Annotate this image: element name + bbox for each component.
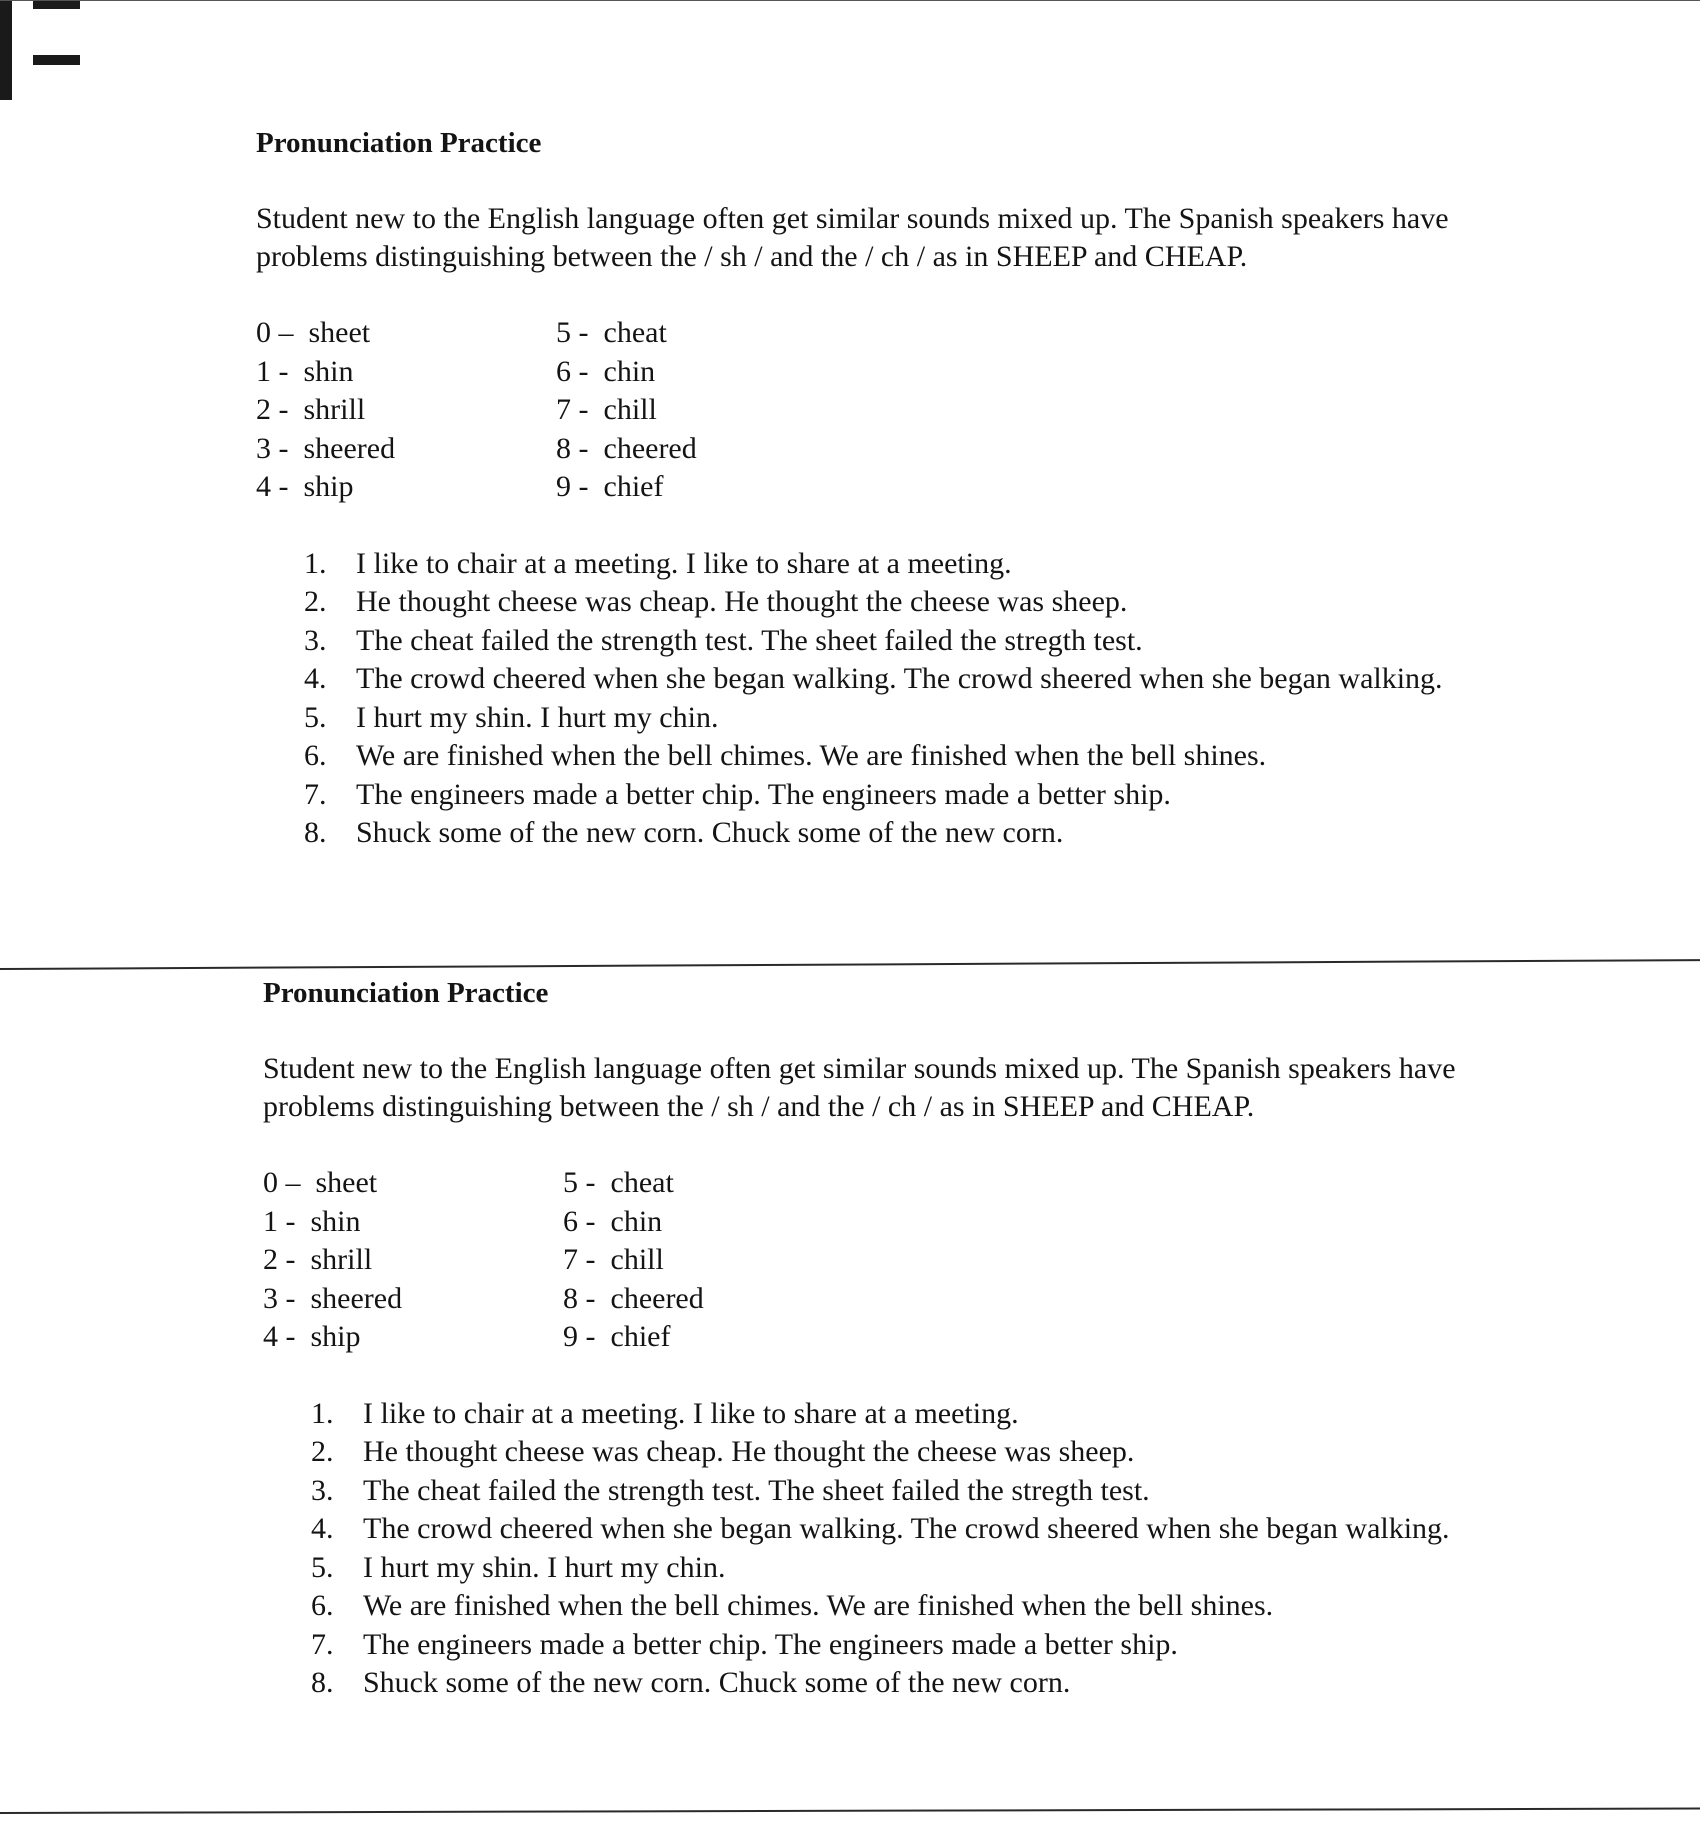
sentence-item — [256, 814, 1456, 853]
word-text: cheat — [603, 316, 667, 349]
sentence-item — [263, 1472, 1463, 1511]
word-text: chill — [603, 393, 657, 426]
sentence-text: He thought cheese was cheap. He thought the cheese was sheep. — [356, 585, 1128, 618]
word-number: 6 - — [556, 354, 589, 388]
sentence-list — [263, 1395, 1563, 1703]
sentence-item — [256, 699, 1456, 738]
word-entry — [256, 391, 556, 430]
sentence-text: I like to chair at a meeting. I like to share at a meeting. — [356, 546, 1012, 580]
sentence-text: The engineers made a better chip. The engineers made a better ship. — [363, 1627, 1178, 1661]
sentence-number: 5. — [304, 700, 327, 734]
word-entry — [556, 430, 856, 469]
word-text: sheered — [303, 431, 396, 465]
word-text: shrill — [310, 1243, 373, 1276]
word-text: chill — [610, 1243, 664, 1276]
word-number: 0 – — [256, 316, 294, 349]
sentence-item — [263, 1664, 1463, 1703]
word-number: 0 – — [263, 1166, 301, 1199]
word-entry — [263, 1203, 563, 1242]
sentence-item — [256, 660, 1456, 699]
word-entry — [256, 468, 556, 507]
word-entry — [563, 1203, 863, 1242]
word-number: 8 - — [563, 1281, 596, 1315]
word-entry — [563, 1280, 863, 1319]
word-text: shin — [303, 354, 354, 388]
intro-paragraph: Student new to the English language often get similar sounds mixed up. The Spanish speakers have problems distinguishing between the / sh / and the / ch / as in SHEEP and CHEAP. — [256, 202, 1449, 273]
word-number: 1 - — [256, 354, 289, 388]
sentence-text: The crowd cheered when she began walking. The crowd sheered when she began walking. — [356, 662, 1443, 695]
sentence-item — [256, 545, 1456, 584]
word-number: 1 - — [263, 1204, 296, 1238]
word-text: shrill — [303, 393, 366, 426]
word-number: 9 - — [563, 1320, 596, 1353]
word-entry — [263, 1318, 563, 1357]
sentence-item — [263, 1587, 1463, 1626]
word-text: sheet — [308, 316, 371, 349]
word-number: 6 - — [563, 1204, 596, 1238]
word-text: sheet — [315, 1166, 378, 1199]
word-text: chief — [610, 1320, 671, 1353]
sentence-number: 1. — [304, 546, 327, 580]
sentence-text: The engineers made a better chip. The engineers made a better ship. — [356, 777, 1171, 811]
word-number: 7 - — [556, 393, 589, 426]
sentence-item — [256, 776, 1456, 815]
word-number: 5 - — [556, 316, 589, 349]
page-edge-line — [0, 0, 1700, 1]
word-number: 8 - — [556, 431, 589, 465]
sentence-item — [263, 1510, 1463, 1549]
sentence-item — [263, 1395, 1463, 1434]
word-number: 2 - — [263, 1243, 296, 1276]
word-entry — [563, 1164, 863, 1203]
sentence-text: We are finished when the bell chimes. We are finished when the bell shines. — [356, 739, 1267, 772]
word-list — [256, 314, 1556, 507]
scan-edge-mark — [33, 0, 80, 9]
word-text: chief — [603, 470, 664, 503]
paper-cut-line — [0, 1808, 1700, 1814]
sentence-number: 3. — [304, 623, 327, 657]
word-entry — [556, 391, 856, 430]
sentence-text: Shuck some of the new corn. Chuck some of the new corn. — [356, 816, 1064, 849]
sentence-text: The cheat failed the strength test. The sheet failed the stregth test. — [356, 623, 1143, 657]
word-text: chin — [603, 354, 656, 388]
sentence-number: 3. — [311, 1473, 334, 1507]
sentence-number: 6. — [311, 1589, 334, 1622]
word-entry — [563, 1241, 863, 1280]
sentence-item — [256, 622, 1456, 661]
word-entry — [556, 353, 856, 392]
practice-sheet-1 — [256, 124, 1556, 853]
word-number: 3 - — [256, 431, 289, 465]
intro-paragraph: Student new to the English language often get similar sounds mixed up. The Spanish speakers have problems distinguishing between the / sh / and the / ch / as in SHEEP and CHEAP. — [263, 1052, 1456, 1123]
sentence-list — [256, 545, 1556, 853]
word-entry — [556, 468, 856, 507]
sentence-item — [263, 1549, 1463, 1588]
word-number: 9 - — [556, 470, 589, 503]
practice-sheet-2 — [263, 974, 1563, 1703]
sentence-number: 7. — [304, 777, 327, 811]
word-text: cheat — [610, 1166, 674, 1199]
word-number: 4 - — [263, 1320, 296, 1353]
sentence-text: I hurt my shin. I hurt my chin. — [363, 1550, 726, 1584]
word-list — [263, 1164, 1563, 1357]
sentence-number: 6. — [304, 739, 327, 772]
word-text: ship — [310, 1320, 361, 1353]
word-text: cheered — [603, 431, 697, 465]
sentence-text: The crowd cheered when she began walking. The crowd sheered when she began walking. — [363, 1512, 1450, 1545]
sentence-number: 2. — [304, 585, 327, 618]
sentence-number: 8. — [311, 1666, 334, 1699]
sentence-number: 8. — [304, 816, 327, 849]
sentence-text: I hurt my shin. I hurt my chin. — [356, 700, 719, 734]
word-text: cheered — [610, 1281, 704, 1315]
sentence-text: The cheat failed the strength test. The sheet failed the stregth test. — [363, 1473, 1150, 1507]
word-entry — [263, 1241, 563, 1280]
word-text: shin — [310, 1204, 361, 1238]
sheet-title: Pronunciation Practice — [263, 977, 549, 1009]
sentence-text: Shuck some of the new corn. Chuck some of the new corn. — [363, 1666, 1071, 1699]
paper-cut-line — [0, 959, 1700, 970]
word-text: chin — [610, 1204, 663, 1238]
word-number: 5 - — [563, 1166, 596, 1199]
word-number: 2 - — [256, 393, 289, 426]
word-entry — [256, 314, 556, 353]
word-entry — [256, 353, 556, 392]
word-entry — [256, 430, 556, 469]
sentence-item — [263, 1433, 1463, 1472]
sentence-text: We are finished when the bell chimes. We are finished when the bell shines. — [363, 1589, 1274, 1622]
sentence-number: 1. — [311, 1396, 334, 1430]
sentence-item — [256, 737, 1456, 776]
scan-edge-mark — [0, 0, 12, 100]
word-number: 7 - — [563, 1243, 596, 1276]
word-entry — [556, 314, 856, 353]
scan-edge-mark — [33, 55, 80, 65]
word-entry — [263, 1164, 563, 1203]
word-number: 3 - — [263, 1281, 296, 1315]
word-number: 4 - — [256, 470, 289, 503]
sheet-title: Pronunciation Practice — [256, 127, 542, 159]
sentence-number: 7. — [311, 1627, 334, 1661]
sentence-number: 4. — [311, 1512, 334, 1545]
sentence-number: 5. — [311, 1550, 334, 1584]
word-text: ship — [303, 470, 354, 503]
word-text: sheered — [310, 1281, 403, 1315]
sentence-number: 4. — [304, 662, 327, 695]
sentence-text: He thought cheese was cheap. He thought the cheese was sheep. — [363, 1435, 1135, 1468]
sentence-number: 2. — [311, 1435, 334, 1468]
word-entry — [263, 1280, 563, 1319]
sentence-text: I like to chair at a meeting. I like to share at a meeting. — [363, 1396, 1019, 1430]
word-entry — [563, 1318, 863, 1357]
sentence-item — [256, 583, 1456, 622]
sentence-item — [263, 1626, 1463, 1665]
